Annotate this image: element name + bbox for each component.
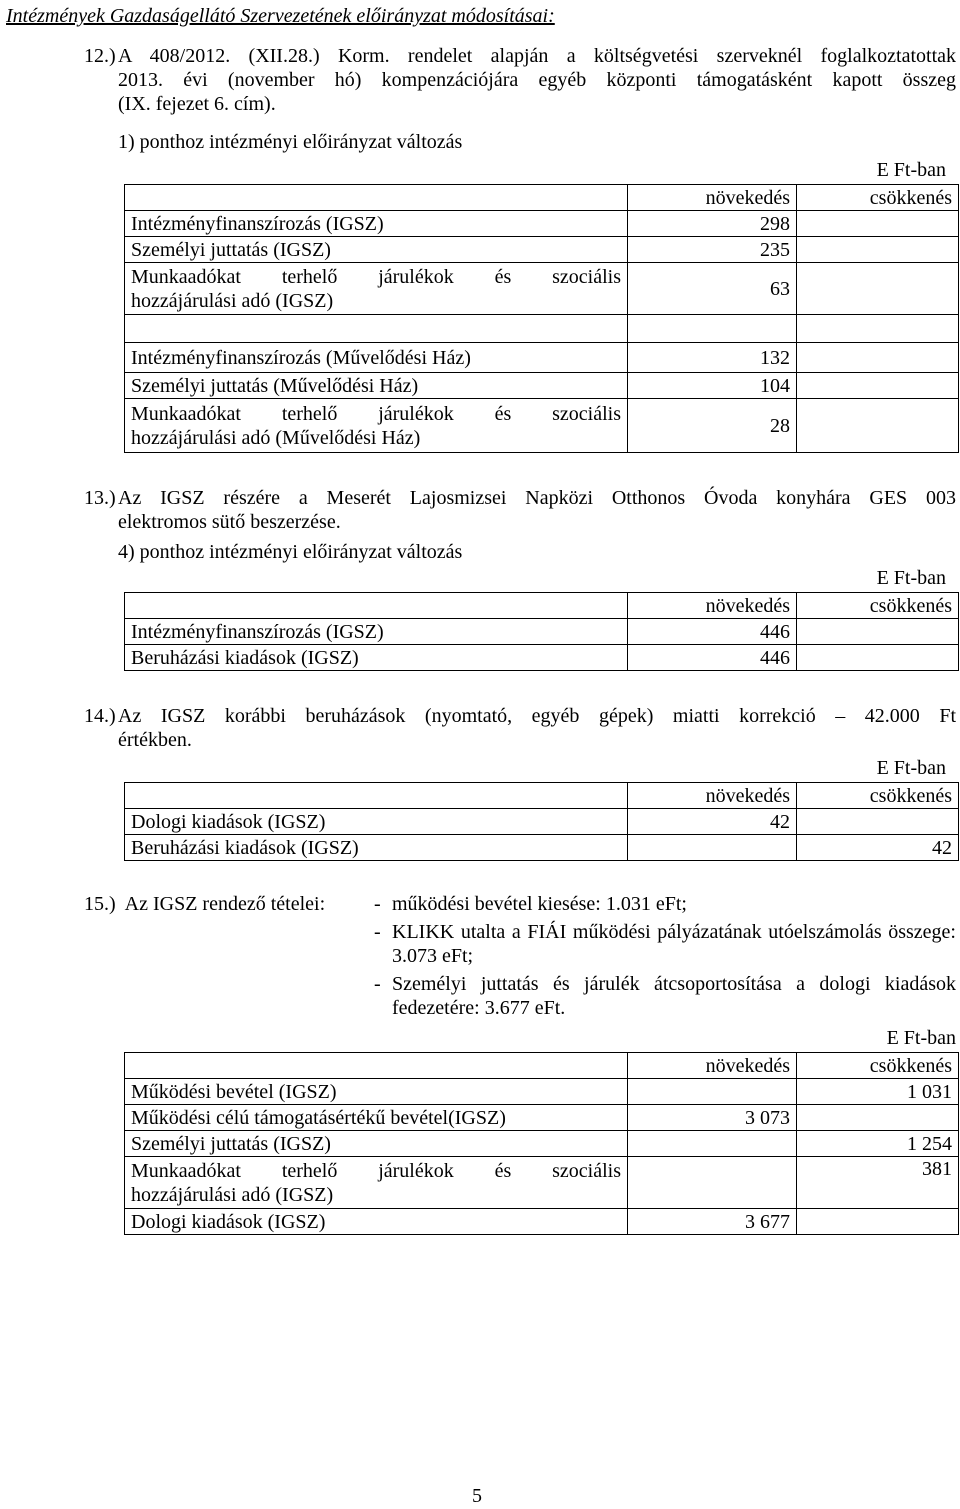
section-15 xyxy=(84,892,325,916)
row-increase xyxy=(628,835,797,861)
row-decrease: 381 xyxy=(797,1157,959,1209)
table-row xyxy=(125,1079,959,1105)
table-header-empty xyxy=(125,593,628,619)
row-increase: 28 xyxy=(628,399,797,453)
column-header-decrease: csökkenés xyxy=(797,1053,959,1079)
list-item xyxy=(374,972,956,1020)
table-row xyxy=(125,373,959,399)
table-row xyxy=(125,1209,959,1235)
table-section-14 xyxy=(124,782,959,861)
section-text-line: A 408/2012. (XII.28.) Korm. rendelet alapján a költségvetési szerveknél foglalkoztatottak xyxy=(118,45,956,67)
unit-label: E Ft-ban xyxy=(876,567,946,589)
column-header-decrease: csökkenés xyxy=(797,783,959,809)
section-number: 13.) xyxy=(84,487,116,509)
row-label: Személyi juttatás (IGSZ) xyxy=(125,1131,628,1157)
row-label xyxy=(125,399,628,453)
row-decrease xyxy=(797,373,959,399)
unit-label: E Ft-ban xyxy=(876,757,946,779)
row-increase: 3 677 xyxy=(628,1209,797,1235)
row-decrease xyxy=(797,1209,959,1235)
row-increase: 42 xyxy=(628,809,797,835)
row-label: Intézményfinanszírozás (IGSZ) xyxy=(125,619,628,645)
table-row xyxy=(125,211,959,237)
column-header-decrease: csökkenés xyxy=(797,185,959,211)
table-row xyxy=(125,1157,959,1209)
section-12 xyxy=(84,44,956,116)
table-header-row xyxy=(125,185,959,211)
section-text-line: (IX. fejezet 6. cím). xyxy=(118,93,276,115)
table-header-row xyxy=(125,1053,959,1079)
row-increase xyxy=(628,1079,797,1105)
list-item-text: Személyi juttatás és járulék átcsoportosítása a dologi kiadások fedezetére: 3.677 eFt. xyxy=(392,973,956,1019)
section-text-line: elektromos sütő beszerzése. xyxy=(118,511,341,533)
row-increase xyxy=(628,315,797,343)
row-label: Beruházási kiadások (IGSZ) xyxy=(125,835,628,861)
section-13 xyxy=(84,486,956,534)
row-label-line: hozzájárulási adó (IGSZ) xyxy=(131,1183,334,1206)
row-decrease xyxy=(797,619,959,645)
row-label xyxy=(125,1157,628,1209)
row-decrease xyxy=(797,343,959,373)
row-label: Dologi kiadások (IGSZ) xyxy=(125,809,628,835)
table-row xyxy=(125,619,959,645)
row-label: Intézményfinanszírozás (IGSZ) xyxy=(125,211,628,237)
row-label xyxy=(125,315,628,343)
row-decrease xyxy=(797,1105,959,1131)
row-decrease: 1 254 xyxy=(797,1131,959,1157)
list-item xyxy=(374,920,956,968)
table-header-row xyxy=(125,783,959,809)
column-header-increase: növekedés xyxy=(628,185,797,211)
row-label: Működési bevétel (IGSZ) xyxy=(125,1079,628,1105)
row-decrease xyxy=(797,263,959,315)
list-item-text: KLIKK utalta a FIÁI működési pályázatának utóelszámolás összege: 3.073 eFt; xyxy=(392,921,956,967)
list-dash: - xyxy=(374,893,381,915)
row-increase: 63 xyxy=(628,263,797,315)
column-header-increase: növekedés xyxy=(628,593,797,619)
row-label: Személyi juttatás (Művelődési Ház) xyxy=(125,373,628,399)
page-heading: Intézmények Gazdaságellátó Szervezetének előirányzat módosításai: xyxy=(6,5,555,27)
section-number: 12.) xyxy=(84,45,116,67)
table-section-15 xyxy=(124,1052,959,1235)
row-increase: 298 xyxy=(628,211,797,237)
row-decrease xyxy=(797,399,959,453)
section-text-line: Az IGSZ korábbi beruházások (nyomtató, egyéb gépek) miatti korrekció – 42.000 Ft xyxy=(118,705,956,727)
table-row xyxy=(125,263,959,315)
table-header-row xyxy=(125,593,959,619)
row-label: Intézményfinanszírozás (Művelődési Ház) xyxy=(125,343,628,373)
table-row xyxy=(125,237,959,263)
row-decrease xyxy=(797,809,959,835)
row-decrease xyxy=(797,645,959,671)
table-header-empty xyxy=(125,783,628,809)
section-text-line: értékben. xyxy=(118,729,192,751)
section-subtitle: 1) ponthoz intézményi előirányzat változás xyxy=(118,131,463,153)
column-header-increase: növekedés xyxy=(628,783,797,809)
page-number: 5 xyxy=(472,1485,482,1507)
table-row xyxy=(125,1105,959,1131)
table-row xyxy=(125,645,959,671)
column-header-increase: növekedés xyxy=(628,1053,797,1079)
section-text-line: 2013. évi (november hó) kompenzációjára egyéb központi támogatásként kapott összeg xyxy=(118,69,956,91)
row-increase: 446 xyxy=(628,619,797,645)
section-text-line: Az IGSZ részére a Meserét Lajosmizsei Napközi Otthonos Óvoda konyhára GES 003 xyxy=(118,487,956,509)
row-decrease xyxy=(797,211,959,237)
list-dash: - xyxy=(374,973,381,995)
section-number: 14.) xyxy=(84,705,116,727)
row-label-line: Munkaadókat terhelő járulékok és szociális xyxy=(131,1159,621,1182)
table-header-empty xyxy=(125,185,628,211)
list-item xyxy=(374,892,956,916)
row-increase xyxy=(628,1157,797,1209)
row-label-line: hozzájárulási adó (Művelődési Ház) xyxy=(131,426,421,449)
row-decrease xyxy=(797,237,959,263)
row-label-line: Munkaadókat terhelő járulékok és szociális xyxy=(131,402,621,425)
unit-label: E Ft-ban xyxy=(876,159,946,181)
list-dash: - xyxy=(374,921,381,943)
table-section-12 xyxy=(124,184,959,453)
table-section-13 xyxy=(124,592,959,671)
row-increase: 235 xyxy=(628,237,797,263)
table-row xyxy=(125,343,959,373)
row-increase xyxy=(628,1131,797,1157)
section-15-list xyxy=(374,892,956,1020)
table-row xyxy=(125,809,959,835)
row-decrease: 42 xyxy=(797,835,959,861)
row-increase: 104 xyxy=(628,373,797,399)
table-row xyxy=(125,835,959,861)
column-header-decrease: csökkenés xyxy=(797,593,959,619)
table-row xyxy=(125,399,959,453)
row-decrease xyxy=(797,315,959,343)
section-number: 15.) xyxy=(84,893,116,915)
table-row xyxy=(125,1131,959,1157)
row-label: Beruházási kiadások (IGSZ) xyxy=(125,645,628,671)
section-15-label: Az IGSZ rendező tételei: xyxy=(124,893,326,915)
row-label: Működési célú támogatásértékű bevétel(IGSZ) xyxy=(125,1105,628,1131)
table-header-empty xyxy=(125,1053,628,1079)
row-label xyxy=(125,263,628,315)
list-item-text: működési bevétel kiesése: 1.031 eFt; xyxy=(392,893,687,915)
row-label: Személyi juttatás (IGSZ) xyxy=(125,237,628,263)
row-label: Dologi kiadások (IGSZ) xyxy=(125,1209,628,1235)
row-increase: 132 xyxy=(628,343,797,373)
row-increase: 446 xyxy=(628,645,797,671)
section-14 xyxy=(84,704,956,752)
unit-label: E Ft-ban xyxy=(886,1027,956,1049)
section-subtitle: 4) ponthoz intézményi előirányzat változás xyxy=(118,541,463,563)
row-label-line: Munkaadókat terhelő járulékok és szociális xyxy=(131,265,621,288)
row-decrease: 1 031 xyxy=(797,1079,959,1105)
row-increase: 3 073 xyxy=(628,1105,797,1131)
table-row xyxy=(125,315,959,343)
row-label-line: hozzájárulási adó (IGSZ) xyxy=(131,289,334,312)
